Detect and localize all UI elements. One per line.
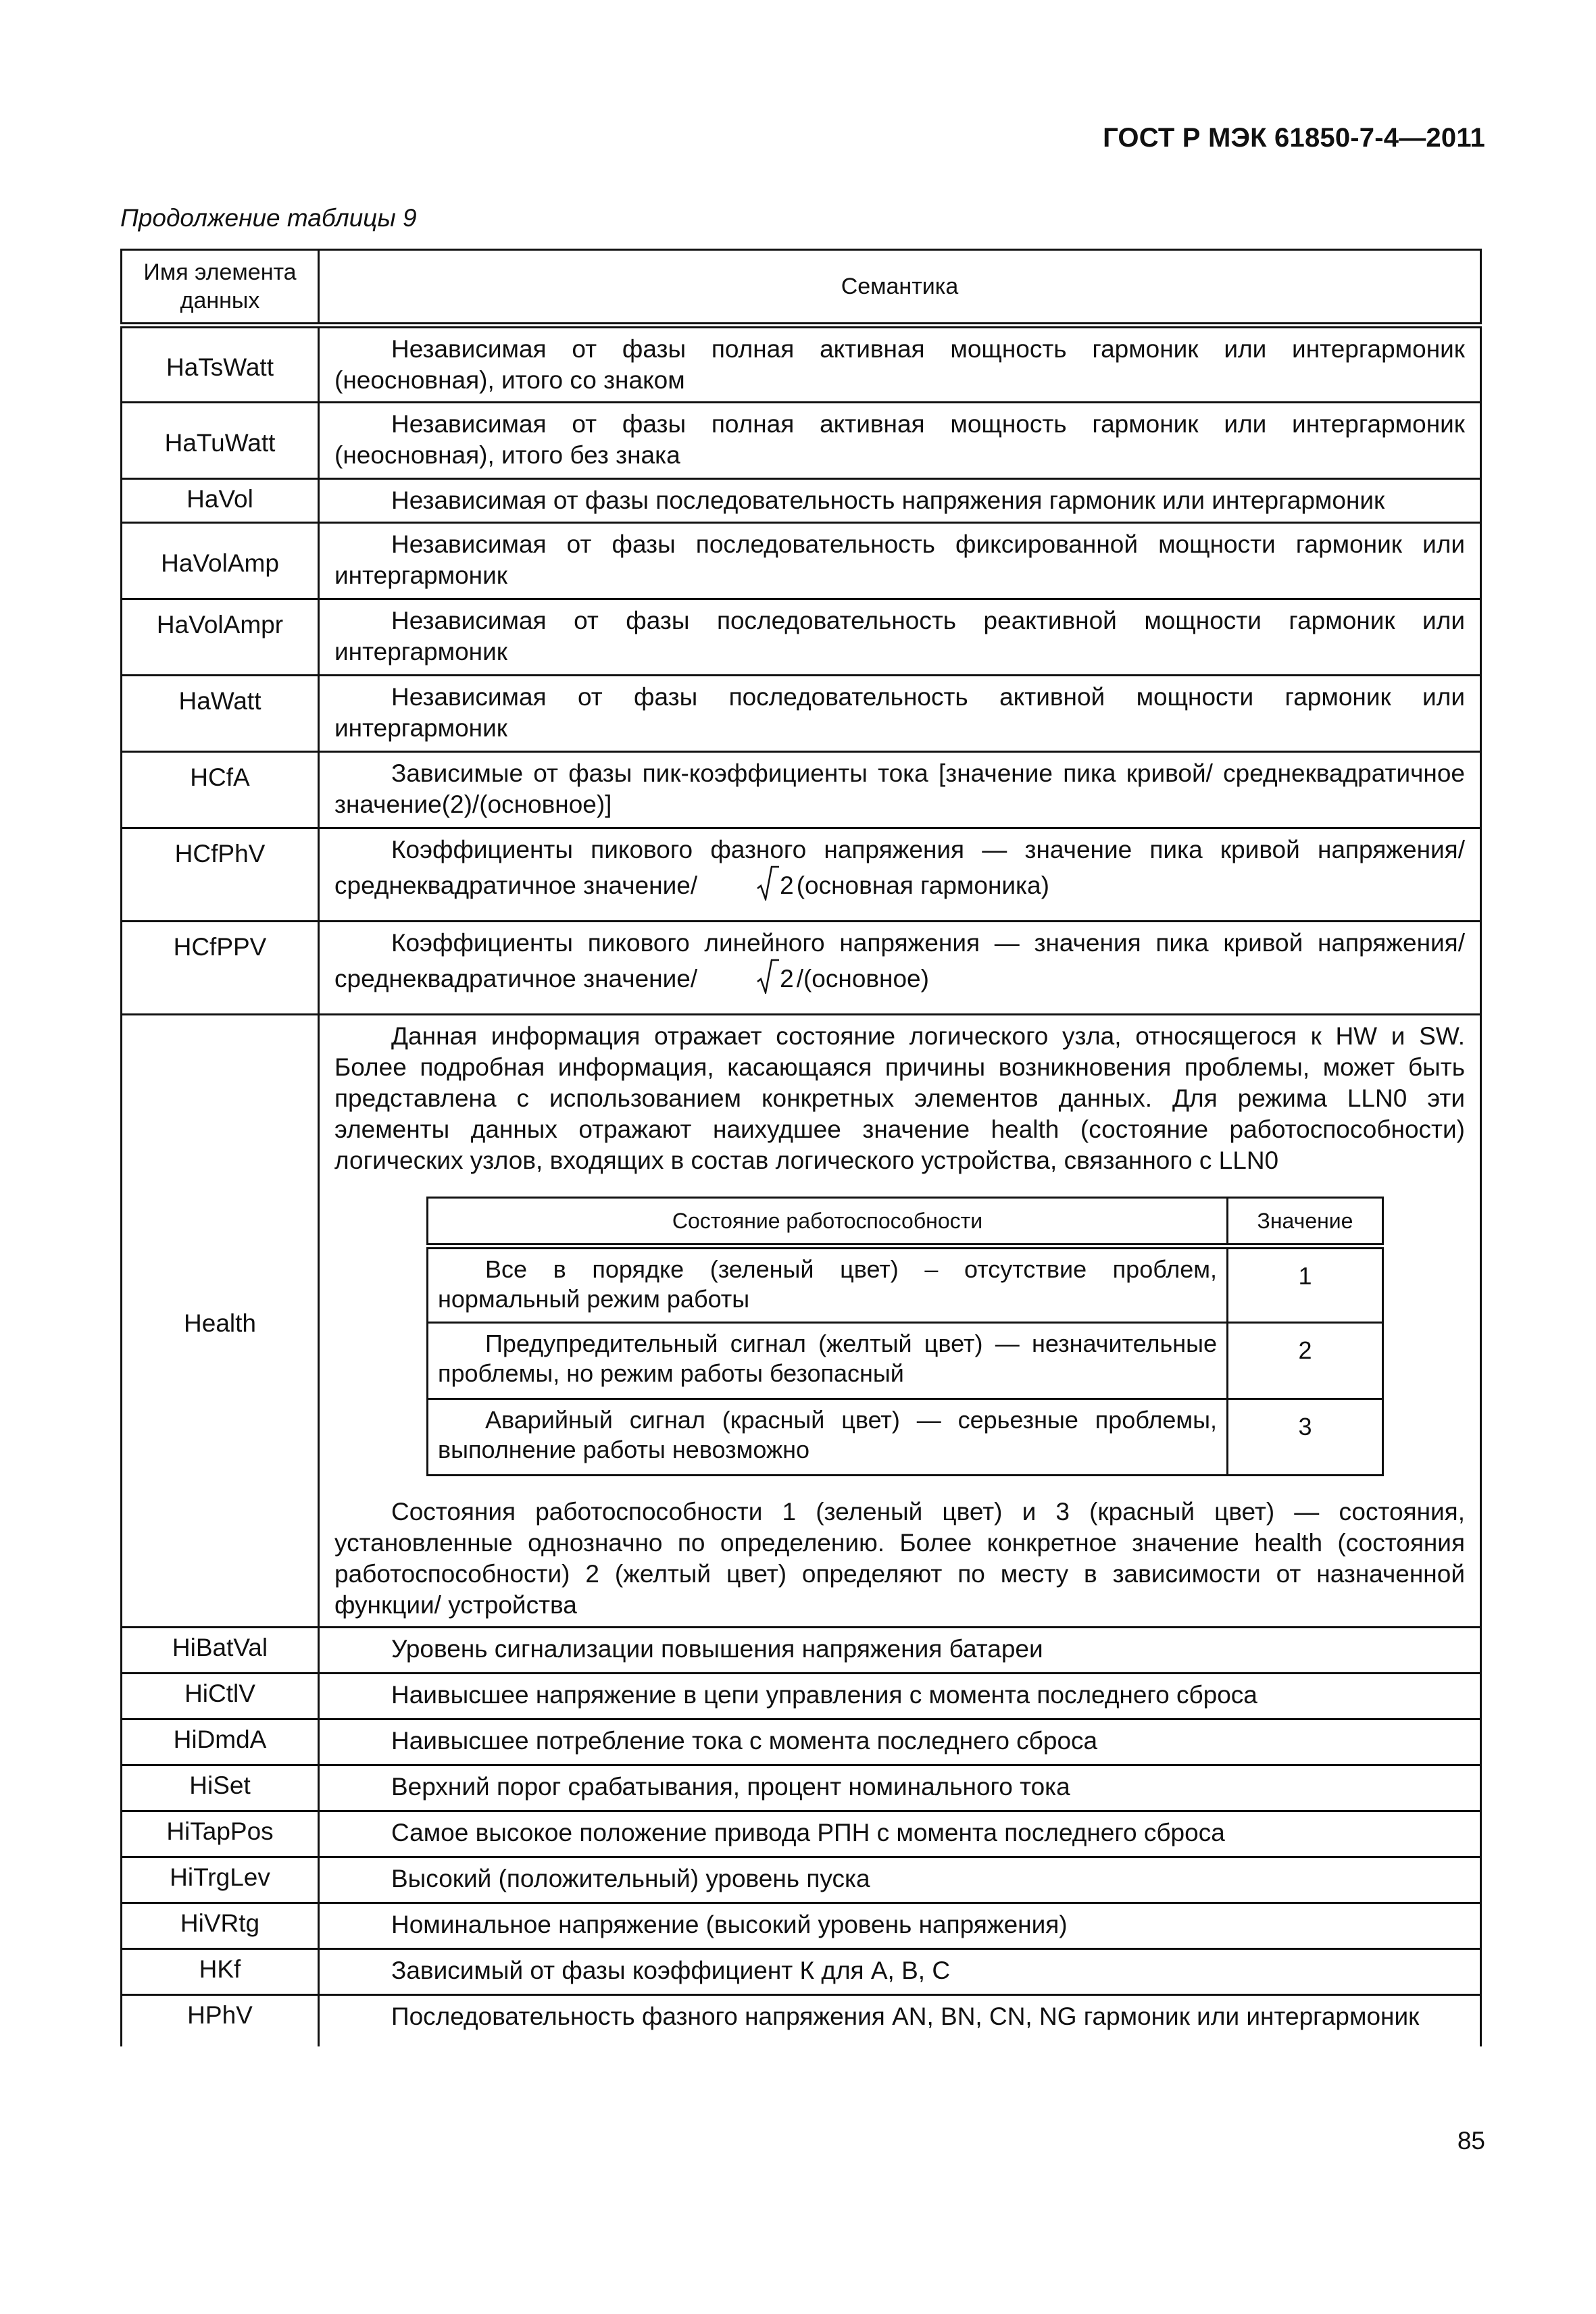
element-name: HiVRtg: [122, 1903, 319, 1949]
table-row: [122, 1903, 1481, 1949]
column-header-name: Имя элемента данных: [122, 250, 319, 326]
health-state-value: 1: [1228, 1247, 1383, 1323]
element-name: HCfA: [122, 752, 319, 828]
table-row: [122, 828, 1481, 922]
element-name: HCfPhV: [122, 828, 319, 922]
inner-header-state: Состояние работоспособности: [428, 1198, 1228, 1247]
element-semantics: Уровень сигнализации повышения напряжения батареи: [319, 1628, 1481, 1674]
element-semantics: Номинальное напряжение (высокий уровень напряжения): [319, 1903, 1481, 1949]
element-semantics: Зависимый от фазы коэффициент К для А, В, С: [319, 1949, 1481, 1995]
table-row: [122, 326, 1481, 403]
element-name: HiCtlV: [122, 1674, 319, 1719]
element-semantics: Высокий (положительный) уровень пуска: [319, 1857, 1481, 1903]
element-name: HiSet: [122, 1765, 319, 1811]
element-semantics: Самое высокое положение привода РПН с момента последнего сброса: [319, 1811, 1481, 1857]
health-state-text: Все в порядке (зеленый цвет) – отсутствие проблем, нормальный режим работы: [428, 1247, 1228, 1323]
table-row: [122, 1857, 1481, 1903]
element-name: HaTuWatt: [122, 403, 319, 479]
element-semantics: Коэффициенты пикового линейного напряжения — значения пика кривой напряжения/ среднеквадратичное значение/ 2 /(основное): [319, 922, 1481, 1015]
column-header-semantics: Семантика: [319, 250, 1481, 326]
element-semantics: Наивысшее напряжение в цепи управления с момента последнего сброса: [319, 1674, 1481, 1719]
inner-header-value: Значение: [1228, 1198, 1383, 1247]
element-name: HaVolAmp: [122, 523, 319, 599]
health-states-table: [426, 1197, 1384, 1476]
health-state-text: Предупредительный сигнал (желтый цвет) — незначительные проблемы, но режим работы безопасный: [428, 1323, 1228, 1399]
element-name: HPhV: [122, 1995, 319, 2046]
element-name: Health: [122, 1015, 319, 1628]
square-root-symbol: 2: [700, 865, 794, 901]
element-semantics: Наивысшее потребление тока с момента последнего сброса: [319, 1719, 1481, 1765]
element-name: HiTrgLev: [122, 1857, 319, 1903]
element-name: HiDmdA: [122, 1719, 319, 1765]
element-semantics: Независимая от фазы последовательность фиксированной мощности гармоник или интергармоник: [319, 523, 1481, 599]
page-number: 85: [1457, 2127, 1485, 2155]
table-row: [122, 1674, 1481, 1719]
table-row: [122, 1628, 1481, 1674]
table-row: [122, 752, 1481, 828]
health-state-text: Аварийный сигнал (красный цвет) — серьезные проблемы, выполнение работы невозможно: [428, 1399, 1228, 1476]
element-semantics: [319, 1015, 1481, 1628]
table-row: [122, 922, 1481, 1015]
element-name: HCfPPV: [122, 922, 319, 1015]
element-name: HaTsWatt: [122, 326, 319, 403]
element-semantics: Последовательность фазного напряжения AN, BN, CN, NG гармоник или интергармоник: [319, 1995, 1481, 2046]
element-semantics: Независимая от фазы последовательность реактивной мощности гармоник или интергармоник: [319, 599, 1481, 676]
element-semantics: Зависимые от фазы пик-коэффициенты тока [значение пика кривой/ среднеквадратичное значение(2)/(основное)]: [319, 752, 1481, 828]
element-semantics: Верхний порог срабатывания, процент номинального тока: [319, 1765, 1481, 1811]
table-row-last: [122, 1995, 1481, 2046]
table-row-health: [122, 1015, 1481, 1628]
data-elements-table: [120, 249, 1482, 2046]
inner-row: [428, 1323, 1383, 1399]
table-row: [122, 1765, 1481, 1811]
table-row: [122, 1719, 1481, 1765]
element-semantics: Коэффициенты пикового фазного напряжения — значение пика кривой напряжения/ среднеквадратичное значение/ 2 (основная гармоника): [319, 828, 1481, 922]
health-intro: Данная информация отражает состояние логического узла, относящегося к HW и SW. Более подробная информация, касающаяся причины возникновения проблемы, может быть представлена с использованием конкретных элементов данных. Для режима LLN0 эти элементы данных отражают наихудшее значение health (состояние работоспособности) логических узлов, входящих в состав логического устройства, связанного с LLN0: [334, 1022, 1465, 1174]
element-semantics: Независимая от фазы последовательность активной мощности гармоник или интергармоник: [319, 676, 1481, 752]
document-id: ГОСТ Р МЭК 61850-7-4—2011: [1103, 123, 1485, 153]
element-name: HaVolAmpr: [122, 599, 319, 676]
element-name: HaVol: [122, 479, 319, 523]
table-row: [122, 1811, 1481, 1857]
table-row: [122, 599, 1481, 676]
element-name: HaWatt: [122, 676, 319, 752]
square-root-symbol: 2: [700, 959, 794, 995]
element-semantics: Независимая от фазы полная активная мощность гармоник или интергармоник (неосновная), итого без знака: [319, 403, 1481, 479]
health-state-value: 3: [1228, 1399, 1383, 1476]
element-semantics: Независимая от фазы последовательность напряжения гармоник или интергармоник: [319, 479, 1481, 523]
table-row: [122, 403, 1481, 479]
inner-header-row: [428, 1198, 1383, 1247]
element-semantics: Независимая от фазы полная активная мощность гармоник или интергармоник (неосновная), итого со знаком: [319, 326, 1481, 403]
element-name: HiBatVal: [122, 1628, 319, 1674]
table-row: [122, 676, 1481, 752]
table-row: [122, 479, 1481, 523]
inner-row: [428, 1247, 1383, 1323]
table-row: [122, 1949, 1481, 1995]
element-name: HiTapPos: [122, 1811, 319, 1857]
health-outro: Состояния работоспособности 1 (зеленый цвет) и 3 (красный цвет) — состояния, установленные однозначно по определению. Более конкретное значение health (состояния работоспособности) 2 (желтый цвет) определяют по месту в зависимости от назначенной функции/ устройства: [334, 1498, 1465, 1619]
element-name: HKf: [122, 1949, 319, 1995]
inner-row: [428, 1399, 1383, 1476]
health-state-value: 2: [1228, 1323, 1383, 1399]
table-row: [122, 523, 1481, 599]
table-header-row: [122, 250, 1481, 326]
table-caption: Продолжение таблицы 9: [120, 204, 417, 232]
